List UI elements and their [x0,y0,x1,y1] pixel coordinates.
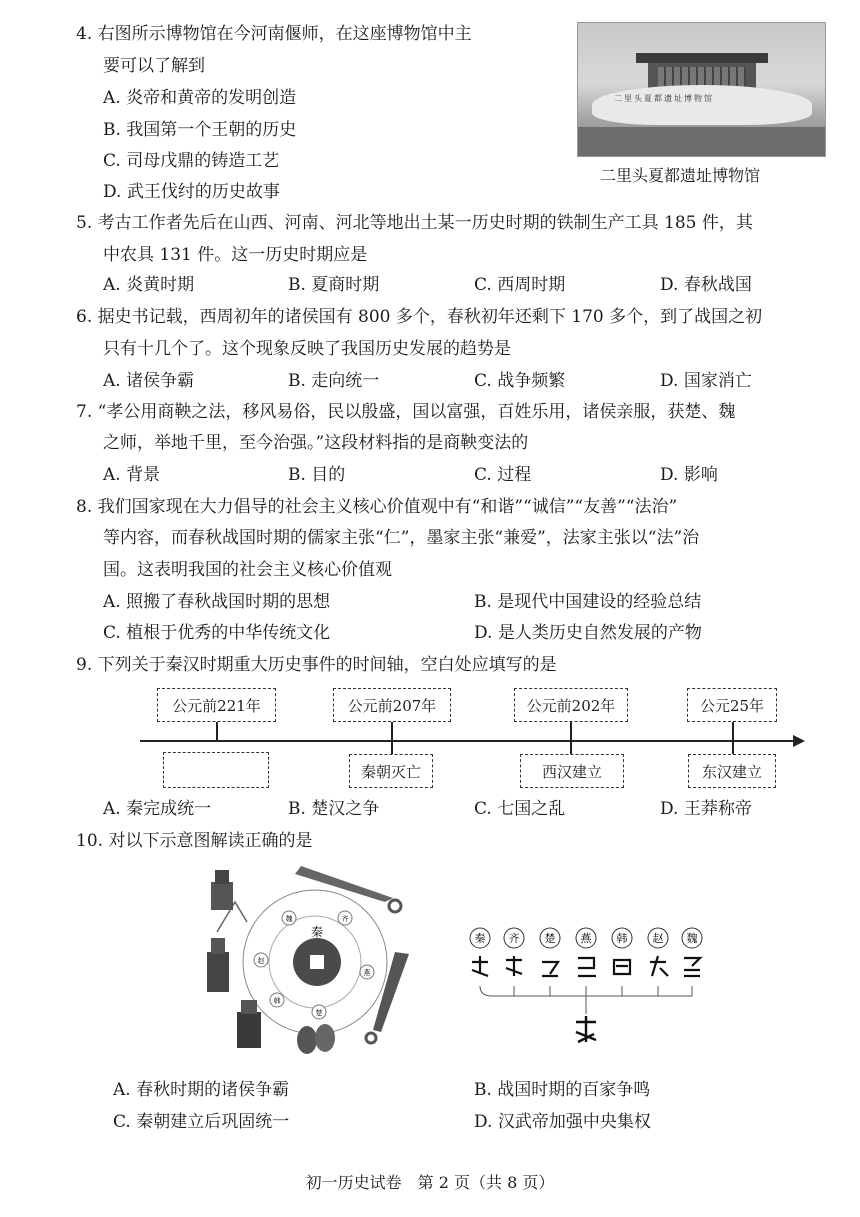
q9-option-d: D. 王莽称帝 [660,799,752,819]
script-state-chu: 楚 [544,932,556,945]
script-state-qi: 齐 [508,932,520,945]
q4-stem-line2: 要可以了解到 [103,56,205,76]
timeline-date-1: 公元前221年 [157,688,276,722]
q10-option-b: B. 战国时期的百家争鸣 [474,1080,651,1100]
q6-option-c: C. 战争频繁 [474,371,566,391]
script-state-wei: 魏 [686,932,698,945]
q6-stem-line1: 6. 据史书记载，西周初年的诸侯国有 800 多个，春秋初年还剩下 170 多个，到了战国之初 [76,307,763,327]
spade-coin-top-icon [211,870,233,910]
coin-state-wei: 魏 [285,915,293,923]
q7-option-a: A. 背景 [103,465,161,485]
timeline-arrow-icon [793,735,805,747]
coin-state-qi: 齐 [341,915,349,923]
q5-option-a: A. 炎黄时期 [103,275,195,295]
q7-option-b: B. 目的 [288,465,346,485]
museum-mound [592,85,812,125]
museum-roof [636,53,768,63]
q6-option-b: B. 走向统一 [288,371,380,391]
q10-option-d: D. 汉武帝加强中央集权 [474,1112,651,1132]
q4-stem-line1: 4. 右图所示博物馆在今河南偃师，在这座博物馆中主 [76,24,472,44]
q5-stem-line2: 中农具 131 件。这一历史时期应是 [103,245,368,265]
museum-photo [577,22,826,157]
knife-coin-right-icon [363,952,409,1043]
ant-nose-coins-icon [297,1024,335,1054]
q4-option-a: A. 炎帝和黄帝的发明创造 [103,88,297,108]
museum-photo-caption: 二里头夏都遗址博物馆 [600,166,761,185]
q7-option-d: D. 影响 [660,465,718,485]
museum-plaza [578,127,825,156]
q10-option-c: C. 秦朝建立后巩固统一 [113,1112,290,1132]
script-state-han: 韩 [616,932,628,945]
page-footer: 初一历史试卷 第 2 页（共 8 页） [305,1173,555,1192]
script-state-yan: 燕 [580,932,592,945]
knife-coin-top-icon [295,866,401,912]
q7-stem-line1: 7. “孝公用商鞅之法，移风易俗，民以殷盛，国以富强，百姓乐用，诸侯亲服，获楚、魏 [76,402,736,422]
timeline-tick-4-down [732,742,734,754]
timeline-date-3: 公元前202年 [514,688,628,722]
script-state-qin: 秦 [474,932,486,945]
spade-coin-left-icon [207,938,229,992]
spade-coin-bottom-icon [237,1000,261,1048]
q4-option-b: B. 我国第一个王朝的历史 [103,120,297,140]
ancient-script-glyphs-icon [472,956,700,976]
q6-stem-line2: 只有十几个了。这个现象反映了我国历史发展的趋势是 [103,339,511,359]
q9-option-a: A. 秦完成统一 [103,799,212,819]
coin-state-zhao: 赵 [257,957,265,965]
timeline-tick-1 [216,722,218,740]
timeline-event-3: 西汉建立 [520,754,624,788]
q8-option-d: D. 是人类历史自然发展的产物 [474,623,702,643]
q7-option-c: C. 过程 [474,465,532,485]
q4-option-c: C. 司母戊鼎的铸造工艺 [103,151,280,171]
round-coin-icon [293,938,341,986]
timeline-tick-3 [570,722,572,740]
timeline-event-4: 东汉建立 [688,754,776,788]
timeline-date-4: 公元25年 [687,688,777,722]
timeline-tick-2-down [391,742,393,754]
timeline-event-2: 秦朝灭亡 [349,754,433,788]
q10-stem-line1: 10. 对以下示意图解读正确的是 [76,831,313,851]
q8-option-b: B. 是现代中国建设的经验总结 [474,592,702,612]
timeline-date-2: 公元前207年 [333,688,451,722]
coin-state-chu: 楚 [315,1009,323,1017]
timeline-tick-3-down [570,742,572,754]
script-unification-diagram [462,922,712,1052]
q8-stem-line3: 国。这表明我国的社会主义核心价值观 [103,560,392,580]
q10-option-a: A. 春秋时期的诸侯争霸 [113,1080,290,1100]
q4-option-d: D. 武王伐纣的历史故事 [103,182,280,202]
q6-option-d: D. 国家消亡 [660,371,752,391]
coin-state-yan: 燕 [363,969,371,977]
museum-sign-text: 二里头夏都遗址博物馆 [614,94,714,103]
script-state-zhao: 赵 [652,932,664,945]
coin-center-label: 秦 [310,925,324,939]
q9-stem-line1: 9. 下列关于秦汉时期重大历史事件的时间轴，空白处应填写的是 [76,655,557,675]
q8-option-a: A. 照搬了春秋战国时期的思想 [103,592,331,612]
unified-script-glyph-icon [576,1016,596,1042]
q5-stem-line1: 5. 考古工作者先后在山西、河南、河北等地出土某一历史时期的铁制生产工具 185 件，其 [76,213,753,233]
museum-windows [658,67,746,87]
q7-stem-line2: 之师，举地千里，至今治强。”这段材料指的是商鞅变法的 [103,433,529,453]
q8-option-c: C. 植根于优秀的中华传统文化 [103,623,331,643]
timeline-tick-4 [732,722,734,740]
q8-stem-line2: 等内容，而春秋战国时期的儒家主张“仁”，墨家主张“兼爱”，法家主张以“法”治 [103,528,700,548]
q5-option-c: C. 西周时期 [474,275,566,295]
timeline-axis [140,740,795,742]
timeline-tick-2 [391,722,393,740]
q5-option-b: B. 夏商时期 [288,275,380,295]
coin-unification-diagram [195,862,435,1062]
coin-state-han: 韩 [273,997,281,1005]
q9-option-b: B. 楚汉之争 [288,799,380,819]
q9-option-c: C. 七国之乱 [474,799,566,819]
q6-option-a: A. 诸侯争霸 [103,371,195,391]
q5-option-d: D. 春秋战国 [660,275,752,295]
q8-stem-line1: 8. 我们国家现在大力倡导的社会主义核心价值观中有“和谐”“诚信”“友善”“法治” [76,497,678,517]
script-merge-lines [480,986,692,1014]
timeline-event-blank [163,752,269,788]
